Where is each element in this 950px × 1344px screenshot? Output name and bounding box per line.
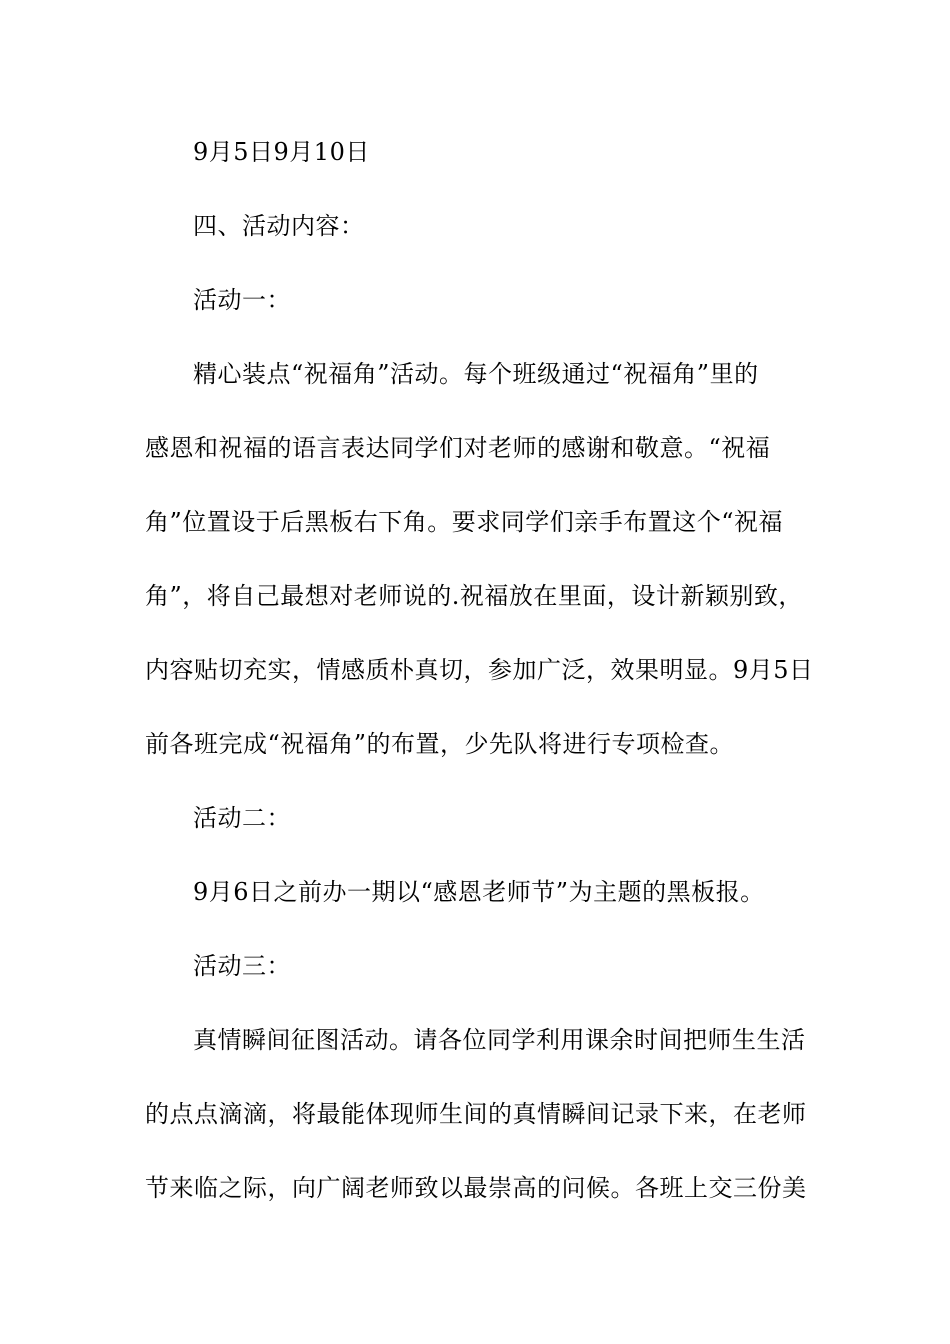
paragraph-line: 9月6日之前办一期以“感恩老师节”为主题的黑板报。	[193, 878, 765, 906]
paragraph-line: 内容贴切充实，情感质朴真切，参加广泛，效果明显。9月5日	[145, 656, 814, 684]
paragraph-line: 角”，将自己最想对老师说的.祝福放在里面，设计新颖别致，	[145, 582, 803, 610]
paragraph-line: 感恩和祝福的语言表达同学们对老师的感谢和敬意。“祝福	[145, 434, 771, 462]
activity-one-heading: 活动一：	[193, 286, 291, 314]
paragraph-line: 精心装点“祝福角”活动。每个班级通过“祝福角”里的	[193, 360, 759, 388]
paragraph-line: 真情瞬间征图活动。请各位同学利用课余时间把师生生活	[193, 1026, 806, 1054]
paragraph-line: 的点点滴滴，将最能体现师生间的真情瞬间记录下来，在老师	[145, 1100, 807, 1128]
activity-three-heading: 活动三：	[193, 952, 291, 980]
paragraph-line: 节来临之际，向广阔老师致以最崇高的问候。各班上交三份美	[145, 1174, 807, 1202]
paragraph-line: 前各班完成“祝福角”的布置，少先队将进行专项检查。	[145, 730, 735, 758]
activity-two-heading: 活动二：	[193, 804, 291, 832]
date-range-line: 9月5日9月10日	[193, 138, 370, 166]
paragraph-line: 角”位置设于后黑板右下角。要求同学们亲手布置这个“祝福	[145, 508, 784, 536]
section-heading: 四、活动内容：	[193, 212, 365, 240]
